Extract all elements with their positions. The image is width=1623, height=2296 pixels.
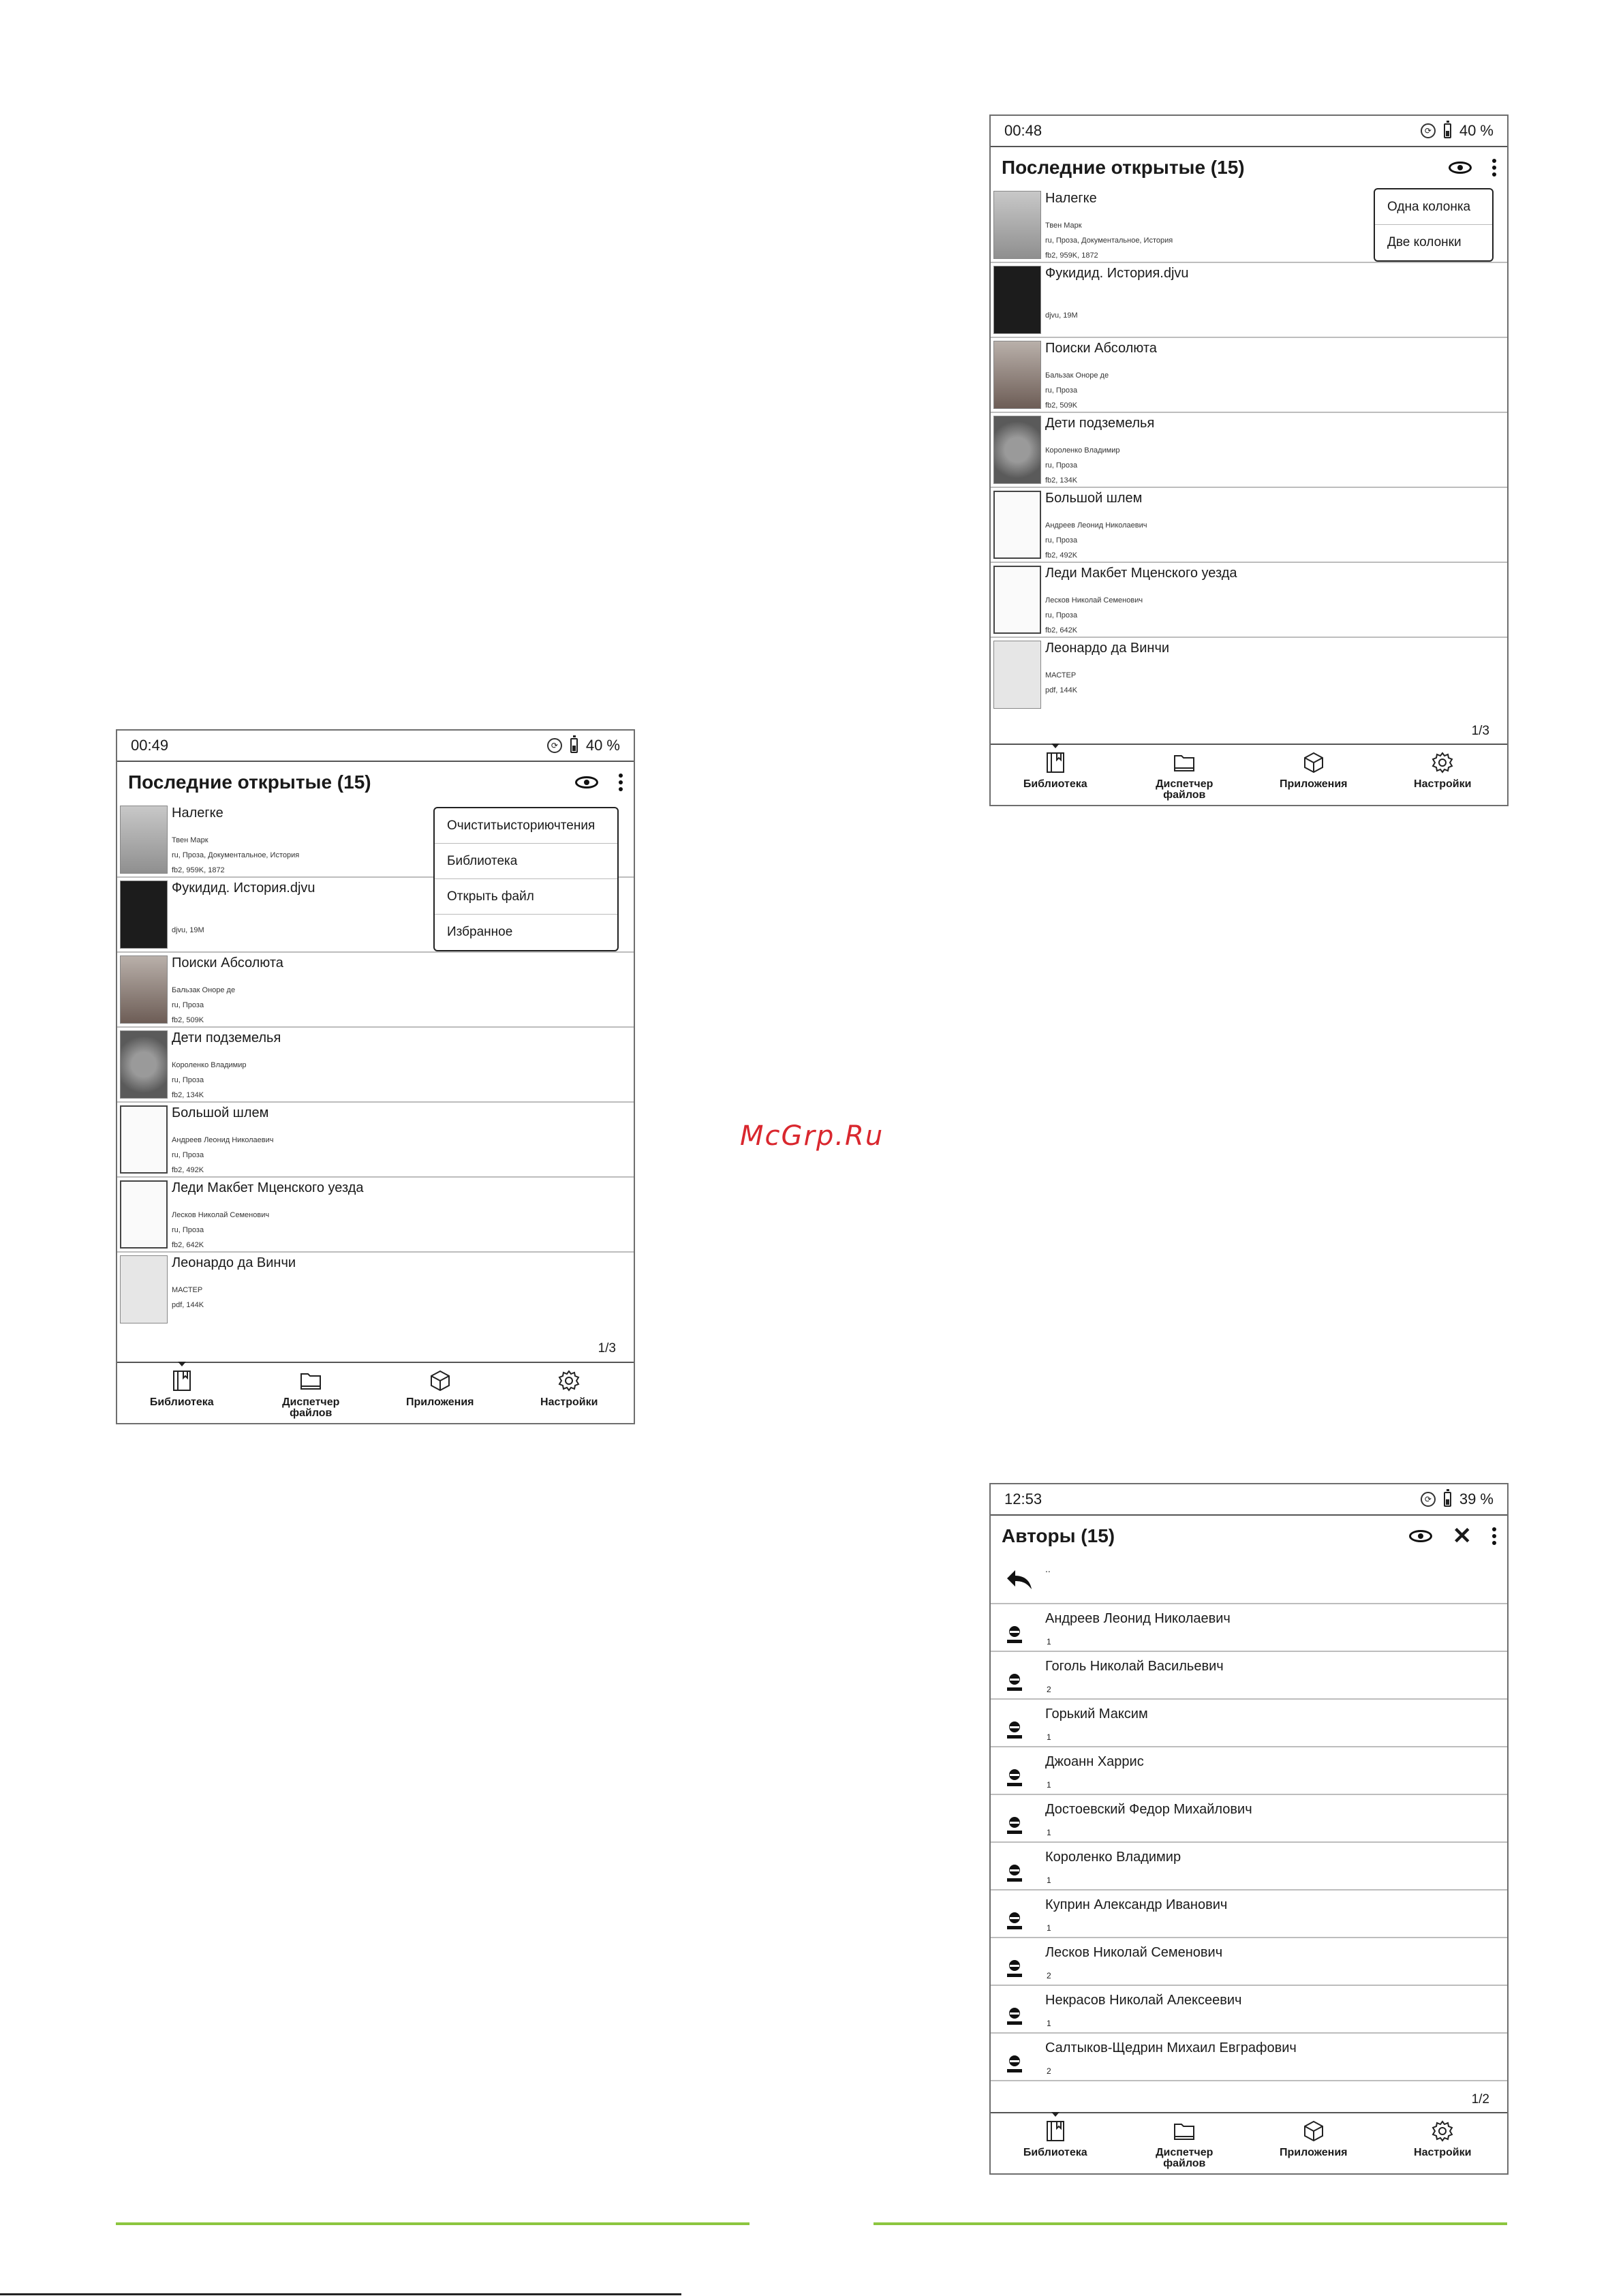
- author-item[interactable]: Джоанн Харрис 1: [991, 1747, 1507, 1795]
- eye-icon[interactable]: [1409, 1530, 1432, 1542]
- book-cover: [120, 1030, 168, 1099]
- status-bar: [991, 116, 1507, 147]
- library-icon: [170, 1368, 194, 1393]
- book-item[interactable]: [991, 338, 1507, 413]
- menu-item-two-columns[interactable]: Две колонки: [1387, 235, 1462, 249]
- person-icon: [1004, 1671, 1025, 1692]
- book-meta: Бальзак Оноре де ru, Проза fb2, 509K: [172, 986, 236, 1024]
- book-item[interactable]: [991, 563, 1507, 638]
- book-cover: [993, 341, 1041, 409]
- book-item[interactable]: [117, 953, 634, 1028]
- book-title: Фукидид. История.djvu: [172, 881, 315, 896]
- gear-icon: [557, 1368, 581, 1393]
- sync-icon[interactable]: ⟳: [1421, 1492, 1436, 1507]
- book-meta: Короленко Владимир ru, Проза fb2, 134K: [172, 1061, 247, 1099]
- sync-icon[interactable]: ⟳: [1421, 123, 1436, 138]
- nav-apps[interactable]: Приложения: [1249, 2113, 1378, 2173]
- cube-icon: [1301, 750, 1326, 775]
- watermark: McGrp.Ru: [740, 1120, 884, 1152]
- book-item[interactable]: [991, 638, 1507, 713]
- author-item[interactable]: Некрасов Николай Алексеевич 1: [991, 1986, 1507, 2034]
- book-title: Большой шлем: [172, 1105, 269, 1120]
- book-item[interactable]: [991, 263, 1507, 338]
- book-title: Налегке: [172, 806, 223, 821]
- more-menu-icon[interactable]: [619, 774, 623, 791]
- battery-level: 40 %: [585, 737, 620, 754]
- folder-icon: [298, 1368, 323, 1393]
- book-item[interactable]: [117, 1103, 634, 1178]
- author-item[interactable]: Салтыков-Щедрин Михаил Евграфович 2: [991, 2034, 1507, 2081]
- page-header: [991, 147, 1507, 188]
- battery-icon: [570, 738, 578, 753]
- status-bar: [117, 731, 634, 762]
- gear-icon: [1430, 750, 1455, 775]
- nav-file-manager[interactable]: Диспетчер файлов: [247, 1363, 376, 1423]
- screen-recent-columns: [989, 114, 1509, 806]
- nav-library[interactable]: Библиотека: [991, 2113, 1120, 2173]
- book-title: Леонардо да Винчи: [172, 1255, 296, 1270]
- screen-authors: [989, 1483, 1509, 2175]
- book-list: [991, 188, 1507, 713]
- book-cover: [993, 266, 1041, 334]
- book-meta: Андреев Леонид Николаевич ru, Проза fb2, 492K: [172, 1136, 274, 1174]
- folder-icon: [1172, 750, 1196, 775]
- book-meta: Лесков Николай Семенович ru, Проза fb2, 642K: [172, 1211, 270, 1249]
- person-icon: [1004, 2053, 1025, 2073]
- gear-icon: [1430, 2119, 1455, 2143]
- person-icon: [1004, 1862, 1025, 1882]
- book-meta: Андреев Леонид Николаевич ru, Проза fb2, 492K: [1045, 521, 1147, 560]
- bottom-nav: [991, 2112, 1507, 2173]
- menu-item-one-column[interactable]: Одна колонка: [1375, 189, 1492, 225]
- library-icon: [1043, 750, 1068, 775]
- bottom-nav: [991, 744, 1507, 805]
- up-folder-item[interactable]: [991, 1557, 1507, 1604]
- battery-icon: [1444, 123, 1451, 138]
- book-title: Налегке: [1045, 191, 1097, 206]
- book-meta: Короленко Владимир ru, Проза fb2, 134K: [1045, 446, 1120, 485]
- status-bar: [991, 1484, 1507, 1516]
- book-cover: [993, 191, 1041, 259]
- page-title: Авторы (15): [1002, 1525, 1115, 1546]
- folder-icon: [1172, 2119, 1196, 2143]
- nav-apps[interactable]: Приложения: [1249, 745, 1378, 805]
- more-menu-icon[interactable]: [1492, 1527, 1496, 1545]
- sync-icon[interactable]: ⟳: [547, 738, 562, 753]
- book-meta: МАСТЕР pdf, 144K: [172, 1286, 204, 1309]
- book-meta: Твен Марк ru, Проза, Документальное, История fb2, 959K, 1872: [172, 836, 300, 874]
- book-title: Дети подземелья: [1045, 416, 1155, 431]
- person-icon: [1004, 1957, 1025, 1978]
- clock: 00:48: [1004, 122, 1042, 139]
- menu-item-open-file[interactable]: Открыть файл: [435, 879, 617, 915]
- back-arrow-icon: [1004, 1567, 1034, 1592]
- bottom-nav: [117, 1362, 634, 1423]
- book-item[interactable]: [117, 1178, 634, 1253]
- person-icon: [1004, 1766, 1025, 1787]
- book-cover: [120, 1255, 168, 1323]
- book-meta: МАСТЕР pdf, 144K: [1045, 671, 1078, 694]
- nav-settings[interactable]: Настройки: [1378, 2113, 1508, 2173]
- up-folder-label: ..: [1045, 1563, 1051, 1574]
- right-divider: [874, 2222, 1507, 2225]
- battery-level: 39 %: [1459, 1490, 1494, 1507]
- author-item[interactable]: Лесков Николай Семенович 2: [991, 1938, 1507, 1986]
- author-item[interactable]: Куприн Александр Иванович 1: [991, 1891, 1507, 1938]
- book-meta: Бальзак Оноре де ru, Проза fb2, 509K: [1045, 371, 1109, 410]
- book-item[interactable]: [991, 413, 1507, 488]
- nav-apps[interactable]: Приложения: [375, 1363, 505, 1423]
- menu-item-library[interactable]: Библиотека: [435, 844, 617, 879]
- nav-library[interactable]: Библиотека: [991, 745, 1120, 805]
- context-menu: [433, 807, 619, 951]
- book-meta: Твен Марк ru, Проза, Документальное, История fb2, 959K, 1872: [1045, 221, 1173, 260]
- person-icon: [1004, 1623, 1025, 1644]
- book-title: Леонардо да Винчи: [1045, 641, 1170, 656]
- book-title: Поиски Абсолюта: [1045, 341, 1157, 356]
- menu-item-clear-history[interactable]: Очиститьисториючтения: [435, 808, 617, 844]
- nav-library[interactable]: Библиотека: [117, 1363, 247, 1423]
- book-title: Поиски Абсолюта: [172, 955, 283, 970]
- author-item[interactable]: Андреев Леонид Николаевич 1: [991, 1604, 1507, 1652]
- screen-recent-menu: [116, 729, 635, 1424]
- book-title: Дети подземелья: [172, 1030, 281, 1045]
- author-list: [991, 1557, 1507, 2081]
- person-icon: [1004, 1814, 1025, 1835]
- page-number: 1/3: [1471, 724, 1489, 738]
- clock: 00:49: [131, 737, 169, 754]
- book-cover: [120, 881, 168, 949]
- author-item[interactable]: Достоевский Федор Михайлович 1: [991, 1795, 1507, 1843]
- library-icon: [1043, 2119, 1068, 2143]
- page-title: Последние открытые (15): [1002, 157, 1245, 178]
- book-meta: djvu, 19M: [172, 926, 204, 934]
- book-title: Леди Макбет Мценского уезда: [1045, 566, 1237, 581]
- nav-settings[interactable]: Настройки: [505, 1363, 634, 1423]
- more-menu-icon[interactable]: [1492, 159, 1496, 177]
- book-cover: [993, 641, 1041, 709]
- author-item[interactable]: Гоголь Николай Васильевич 2: [991, 1652, 1507, 1700]
- cube-icon: [428, 1368, 452, 1393]
- author-item[interactable]: Короленко Владимир 1: [991, 1843, 1507, 1891]
- book-cover: [993, 566, 1041, 634]
- person-icon: [1004, 1719, 1025, 1739]
- close-icon[interactable]: ✕: [1452, 1523, 1472, 1549]
- page-number: 1/3: [598, 1341, 616, 1356]
- book-meta: djvu, 19M: [1045, 311, 1078, 320]
- eye-icon[interactable]: [575, 776, 598, 789]
- book-title: Фукидид. История.djvu: [1045, 266, 1189, 281]
- book-title: Леди Макбет Мценского уезда: [172, 1180, 364, 1195]
- left-divider: [116, 2222, 749, 2225]
- book-cover: [993, 491, 1041, 559]
- page-number: 1/2: [1471, 2092, 1489, 2107]
- book-cover: [120, 955, 168, 1024]
- battery-level: 40 %: [1459, 122, 1494, 139]
- columns-menu: [1374, 188, 1494, 262]
- person-icon: [1004, 2005, 1025, 2025]
- book-cover: [120, 806, 168, 874]
- clock: 12:53: [1004, 1490, 1042, 1507]
- page-header: [117, 762, 634, 803]
- book-title: Большой шлем: [1045, 491, 1143, 506]
- nav-file-manager[interactable]: Диспетчер файлов: [1120, 745, 1250, 805]
- author-item[interactable]: Горький Максим 1: [991, 1700, 1507, 1747]
- nav-file-manager[interactable]: Диспетчер файлов: [1120, 2113, 1250, 2173]
- cube-icon: [1301, 2119, 1326, 2143]
- nav-settings[interactable]: Настройки: [1378, 745, 1508, 805]
- bottom-line: [0, 2293, 681, 2295]
- eye-icon[interactable]: [1449, 162, 1472, 174]
- menu-item-favorites[interactable]: Избранное: [447, 925, 513, 939]
- book-cover: [120, 1105, 168, 1174]
- book-item[interactable]: [991, 488, 1507, 563]
- book-item[interactable]: [117, 1253, 634, 1328]
- battery-icon: [1444, 1492, 1451, 1507]
- book-cover: [993, 416, 1041, 484]
- page-header: [991, 1516, 1507, 1557]
- book-meta: Лесков Николай Семенович ru, Проза fb2, 642K: [1045, 596, 1143, 634]
- page-title: Последние открытые (15): [128, 771, 371, 793]
- person-icon: [1004, 1910, 1025, 1930]
- book-item[interactable]: [117, 1028, 634, 1103]
- book-cover: [120, 1180, 168, 1249]
